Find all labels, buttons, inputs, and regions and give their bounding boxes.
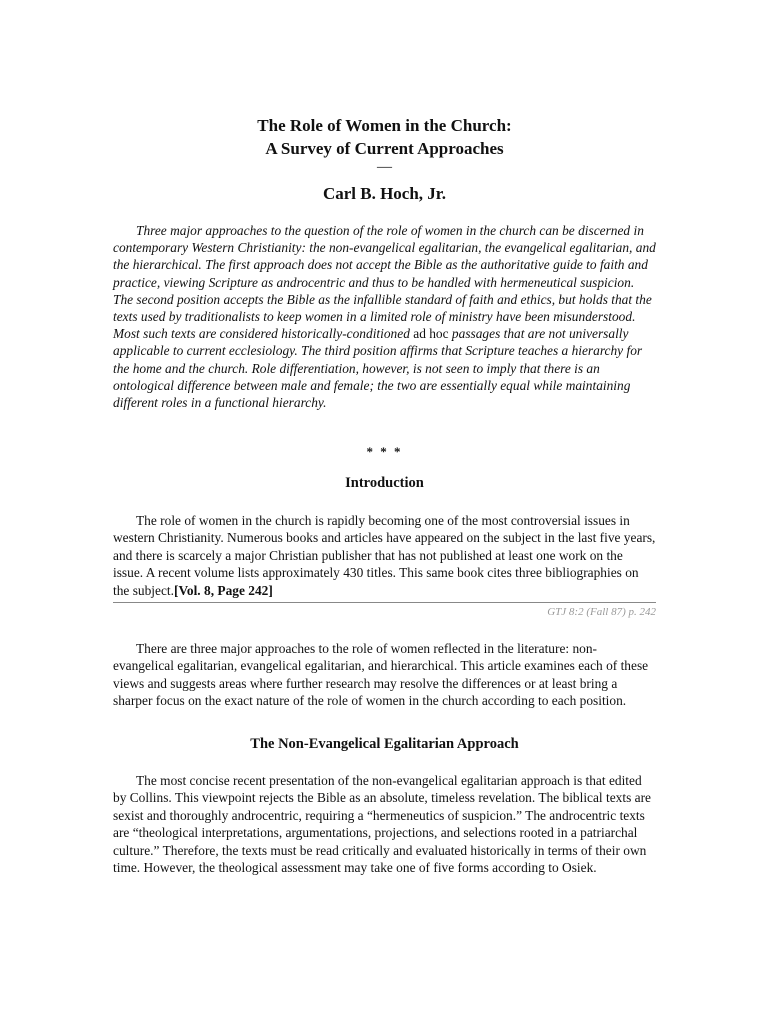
section-break: * * * [366,444,403,459]
introduction-paragraph-1-text: The role of women in the church is rapidly becoming one of the most controversial issues in western Christianity. Numerous books and articles have appeared on the subject in the last five years, and there is scarcely a major Christian publisher that has not published at least one work on the issue. A recent volume lists approximately 430 titles. This same book cites three bibliographies on the subject. [113,513,656,598]
document-title-line2: A Survey of Current Approaches [265,139,504,158]
abstract-text-part2: passages that are not universally applicable to current ecclesiology. The third position affirms that Scripture teaches a hierarchy for the home and the church. Role differentiation, however, is not seen to imply that there is an ontological difference between male and female; the two are essentially equal while maintaining different roles in a functional hierarchy. [113,326,643,411]
page-reference: [Vol. 8, Page 242] [173,582,273,598]
abstract-latin-term: ad hoc [413,326,449,342]
document-title-line1: The Role of Women in the Church: [257,116,512,135]
non-evangelical-paragraph-1: The most concise recent presentation of the non-evangelical egalitarian approach is that edited by Collins. This viewpoint rejects the Bible as an absolute, timeless revelation. The biblical texts are sexist and thoroughly androcentric, requiring a “hermeneutics of suspicion.” The androcentric texts are “theological interpretations, argumentations, projections, and selections rooted in a patriarchal culture.” Therefore, the texts must be read critically and evaluated historically in terms of their own time. However, the theological assessment may take one of five forms according to Osiek. [113,773,651,876]
page-folio: GTJ 8:2 (Fall 87) p. 242 [547,606,656,618]
page-break-rule [113,602,656,603]
title-separator: — [377,159,392,175]
author-name: Carl B. Hoch, Jr. [322,184,447,203]
abstract-text-part1: Three major approaches to the question of the role of women in the church can be discerned in contemporary Western Christianity: the non-evangelical egalitarian, the evangelical egalitarian, and the hierarchical. The first approach does not accept the Bible as the authoritative guide to faith and practice, viewing Scripture as androcentric and thus to be handled with hermeneutical suspicion. The second position accepts the Bible as the infallible standard of faith and ethics, but holds that the texts used by traditionalists to keep women in a limited role of ministry have been misunderstood. Most such texts are considered historically-conditioned [113,223,656,342]
non-evangelical-heading: The Non-Evangelical Egalitarian Approach [250,736,519,752]
introduction-paragraph-2: There are three major approaches to the role of women reflected in the literature: non-evangelical egalitarian, evangelical egalitarian, and hierarchical. This article examines each of these views and suggests areas where further research may resolve the differences or at least bring a sharper focus on the exact nature of the role of women in the church according to each position. [113,641,649,709]
abstract-paragraph [113,222,656,411]
introduction-heading: Introduction [345,475,424,491]
introduction-paragraph-1 [113,512,656,599]
